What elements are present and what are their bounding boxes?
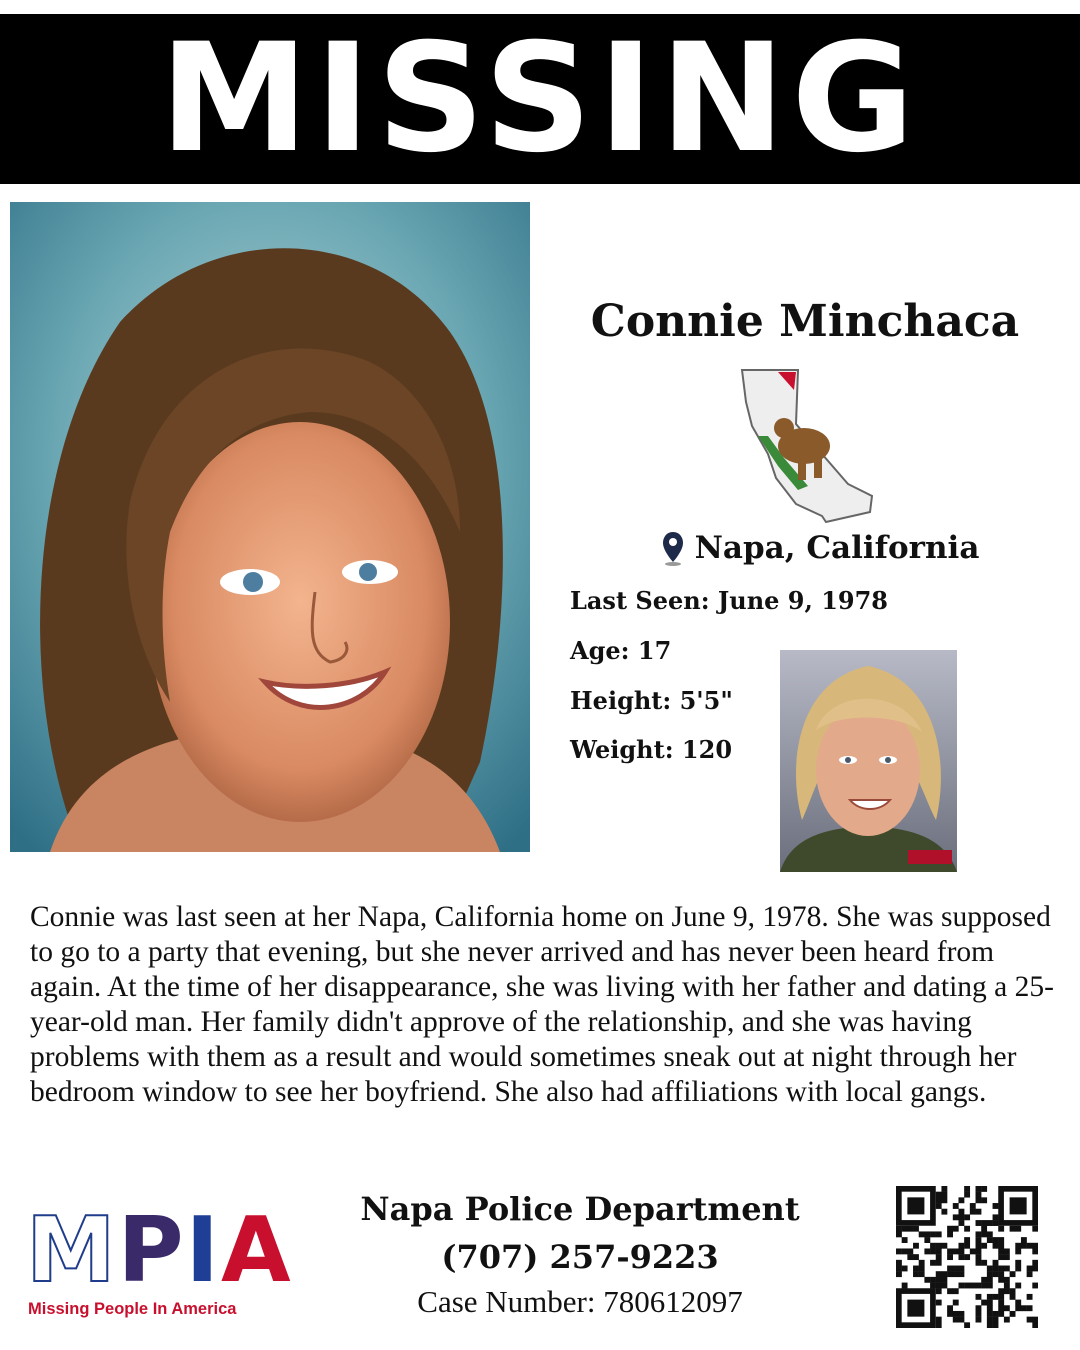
location-text: Napa, California	[694, 530, 980, 566]
mpia-logo	[26, 1198, 291, 1320]
agency-name: Napa Police Department	[360, 1190, 800, 1228]
logo-letters	[26, 1198, 291, 1303]
age-progression-photo	[780, 650, 957, 872]
case-number: Case Number: 780612097	[417, 1284, 743, 1319]
qr-code[interactable]	[896, 1186, 1038, 1328]
height: Height: 5'5"	[570, 686, 733, 715]
weight: Weight: 120	[570, 735, 733, 764]
banner-title: MISSING	[159, 12, 921, 186]
last-seen: Last Seen: June 9, 1978	[570, 586, 888, 615]
logo-letter-p: P	[117, 1198, 184, 1303]
logo-letter-m: M	[26, 1198, 116, 1303]
contact-block	[330, 1186, 830, 1322]
logo-caption: Missing People In America	[28, 1300, 237, 1318]
phone-number[interactable]: (707) 257-9223	[441, 1238, 719, 1276]
person-name: Connie Minchaca	[590, 296, 1020, 347]
map-pin-icon	[661, 530, 685, 566]
location	[560, 528, 1080, 568]
age: Age: 17	[570, 636, 672, 665]
missing-person-photo	[10, 202, 530, 852]
california-flag-map	[738, 366, 878, 526]
missing-banner	[0, 14, 1080, 184]
logo-letter-a: A	[221, 1198, 291, 1303]
case-description: Connie was last seen at her Napa, California home on June 9, 1978. She was supposed to go to a party that evening, but she never arrived and has never been heard from again. At the time of her disappearance, she was living with her father and dating a 25-year-old man. Her family didn't approve of the relationship, and she was having problems with them as a result and would sometimes sneak out at night through her bedroom window to see her boyfriend. She also had affiliations with local gangs.	[30, 901, 1054, 1108]
logo-letter-i: I	[185, 1198, 220, 1303]
